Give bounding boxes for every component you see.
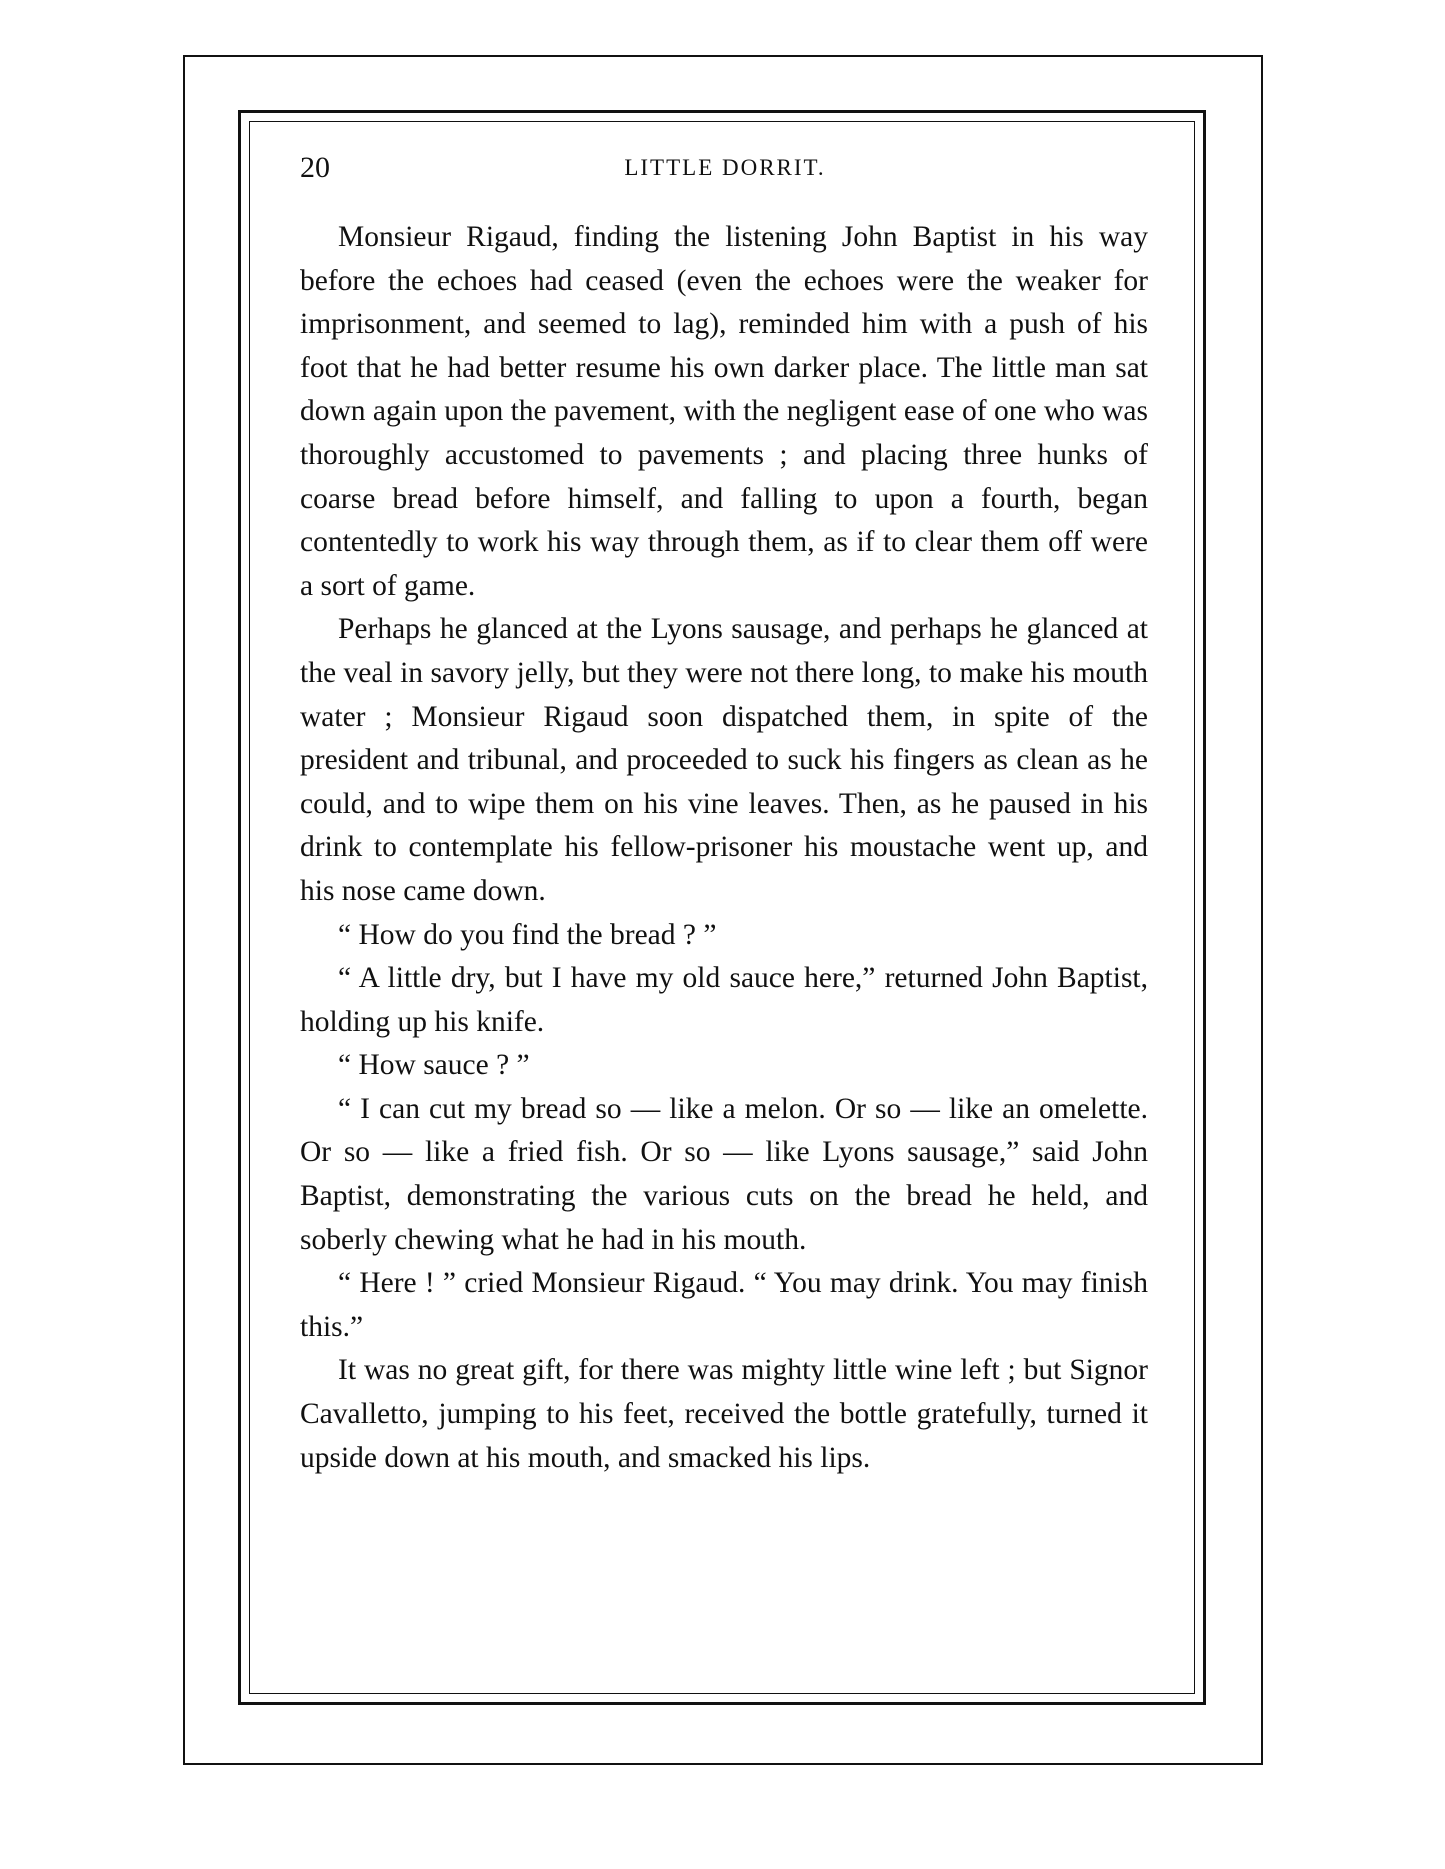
paragraph-3: “ How do you find the bread ? ” <box>338 918 717 951</box>
paragraph-8: It was no great gift, for there was mighty little wine left ; but Signor Cavalletto, jumping to his feet, received the bottle gratefully, turned it upside down at his mouth, and smacked his lips. <box>300 1354 1148 1474</box>
body-text <box>300 216 1148 1480</box>
page-header <box>300 148 1150 188</box>
paragraph-6: “ I can cut my bread so — like a melon. Or so — like an omelette. Or so — like a fried fish. Or so — like Lyons sausage,” said John Baptist, demonstrating the various cuts on the bread he held, and soberly chewing what he had in his mouth. <box>300 1092 1148 1256</box>
paragraph-2: Perhaps he glanced at the Lyons sausage, and perhaps he glanced at the veal in savory jelly, but they were not there long, to make his mouth water ; Monsieur Rigaud soon dispatched them, in spite of the president and tribunal, and proceeded to suck his fingers as clean as he could, and to wipe them on his vine leaves. Then, as he paused in his drink to contemplate his fellow-prisoner his moustache went up, and his nose came down. <box>300 613 1148 907</box>
paragraph-1: Monsieur Rigaud, finding the listening John Baptist in his way before the echoes had ceased (even the echoes were the weaker for imprisonment, and seemed to lag), reminded him with a push of his foot that he had better resume his own darker place. The little man sat down again upon the pavement, with the negligent ease of one who was thoroughly accustomed to pavements ; and placing three hunks of coarse bread before himself, and falling to upon a fourth, began contentedly to work his way through them, as if to clear them off were a sort of game. <box>300 221 1148 602</box>
paragraph-4: “ A little dry, but I have my old sauce here,” returned John Baptist, holding up his knife. <box>300 962 1148 1038</box>
paragraph-7: “ Here ! ” cried Monsieur Rigaud. “ You may drink. You may finish this.” <box>300 1267 1148 1343</box>
running-title: LITTLE DORRIT. <box>624 155 826 180</box>
page-number: 20 <box>300 151 330 184</box>
paragraph-5: “ How sauce ? ” <box>338 1049 530 1082</box>
